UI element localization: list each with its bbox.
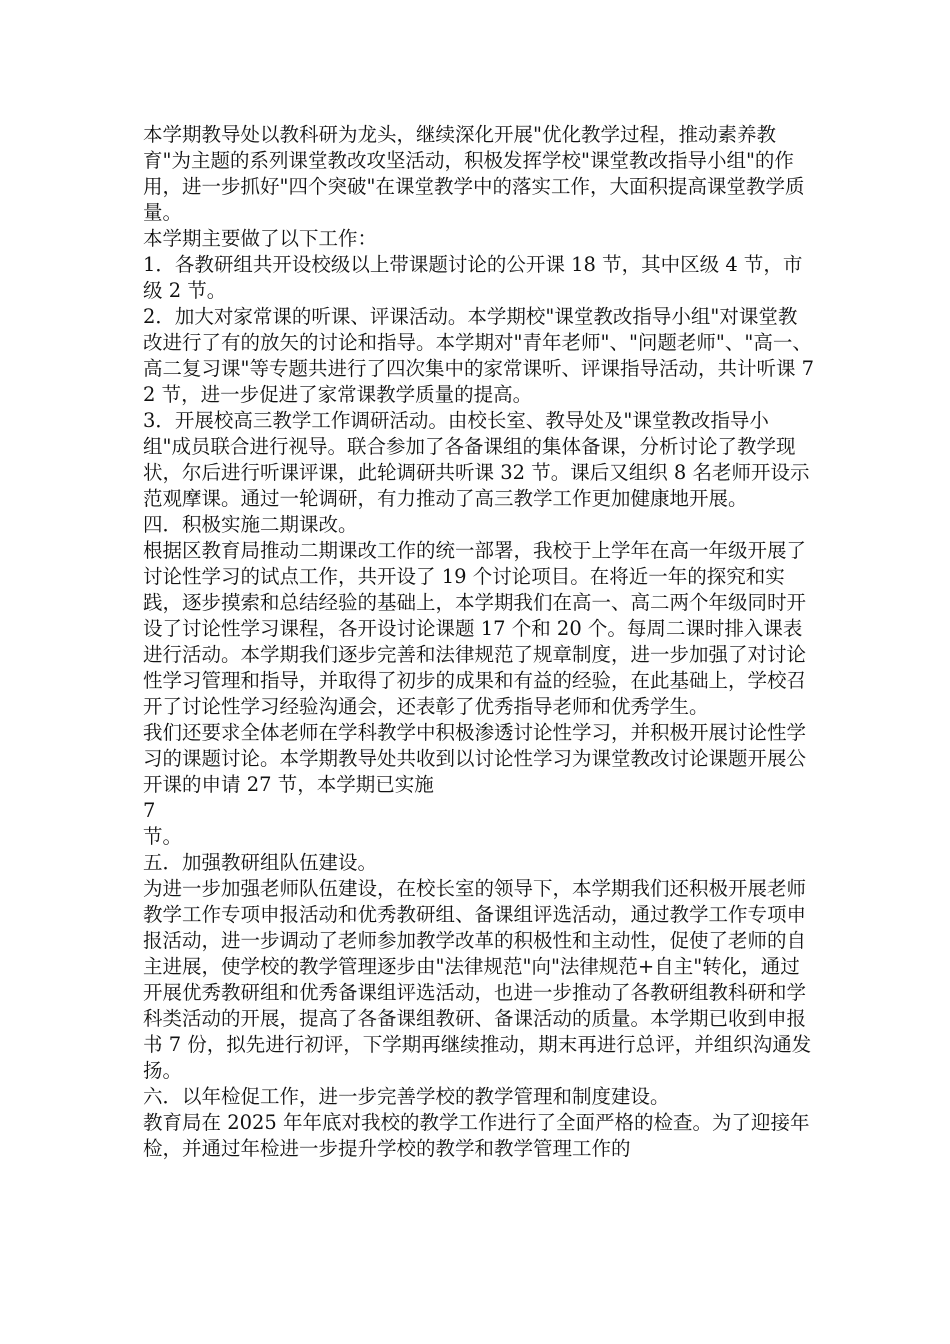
section-4-number-fragment: 7 — [143, 799, 156, 822]
section-5-paragraph: 为进一步加强老师队伍建设，在校长室的领导下，本学期我们还积极开展老师教学工作专项申报活动和优秀教研组、备课组评选活动，通过教学工作专项申报活动，进一步调动了老师参加教学改革的积极性和主动性，促使了老师的自主进展，使学校的教学管理逐步由"法律规范"向"法律规范+自主"转化，通过开展优秀教研组和优秀备课组评选活动，也进一步推动了各教研组教科研和学科类活动的开展，提高了各备课组教研、备课活动的质量。本学期已收到申报书 7 份，拟先进行初评，下学期再继续推动，期末再进行总评，并组织沟通发扬。 — [143, 877, 812, 1082]
section-6-heading: 六．以年检促工作，进一步完善学校的教学管理和制度建设。 — [143, 1085, 670, 1108]
intro-paragraph: 本学期教导处以教科研为龙头，继续深化开展"优化教学过程，推动素养教育"为主题的系列课堂教改攻坚活动，积极发挥学校"课堂教改指导小组"的作用，进一步抓好"四个突破"在课堂教学中的落实工作，大面积提高课堂教学质量。 — [143, 123, 805, 224]
item-2-paragraph: 2．加大对家常课的听课、评课活动。本学期校"课堂教改指导小组"对课堂教改进行了有的放矢的讨论和指导。本学期对"青年老师"、"问题老师"、"高一、高二复习课"等专题共进行了四次集中的家常课听、评课指导活动，共计听课 72 节，进一步促进了家常课教学质量的提高。 — [143, 305, 815, 406]
item-1-paragraph: 1．各教研组共开设校级以上带课题讨论的公开课 18 节，其中区级 4 节，市级 2 节。 — [143, 253, 803, 302]
work-summary-heading: 本学期主要做了以下工作： — [143, 227, 378, 250]
section-4-unit-fragment: 节。 — [143, 825, 183, 848]
section-4-heading: 四．积极实施二期课改。 — [143, 513, 358, 536]
section-4-paragraph: 根据区教育局推动二期课改工作的统一部署，我校于上学年在高一年级开展了讨论性学习的试点工作，共开设了 19 个讨论项目。在将近一年的探究和实践，逐步摸索和总结经验的基础上，本学期我们在高一、高二两个年级同时开设了讨论性学习课程，各开设讨论课题 17 个和 20 个。每周二课时排入课表进行活动。本学期我们逐步完善和法律规范了规章制度，进一步加强了对讨论性学习管理和指导，并取得了初步的成果和有益的经验，在此基础上，学校召开了讨论性学习经验沟通会，还表彰了优秀指导老师和优秀学生。 — [143, 539, 807, 718]
section-5-heading: 五．加强教研组队伍建设。 — [143, 851, 378, 874]
section-4-continued-paragraph: 我们还要求全体老师在学科教学中积极渗透讨论性学习，并积极开展讨论性学习的课题讨论。本学期教导处共收到以讨论性学习为课堂教改讨论课题开展公开课的申请 27 节，本学期已实施 — [143, 721, 807, 796]
section-6-paragraph: 教育局在 2025 年年底对我校的教学工作进行了全面严格的检查。为了迎接年检，并通过年检进一步提升学校的教学和教学管理工作的 — [143, 1111, 810, 1160]
document-body — [143, 122, 815, 1162]
item-3-paragraph: 3．开展校高三教学工作调研活动。由校长室、教导处及"课堂教改指导小组"成员联合进行视导。联合参加了各备课组的集体备课，分析讨论了教学现状，尔后进行听课评课，此轮调研共听课 32 节。课后又组织 8 名老师开设示范观摩课。通过一轮调研，有力推动了高三教学工作更加健康地开展。 — [143, 409, 810, 510]
